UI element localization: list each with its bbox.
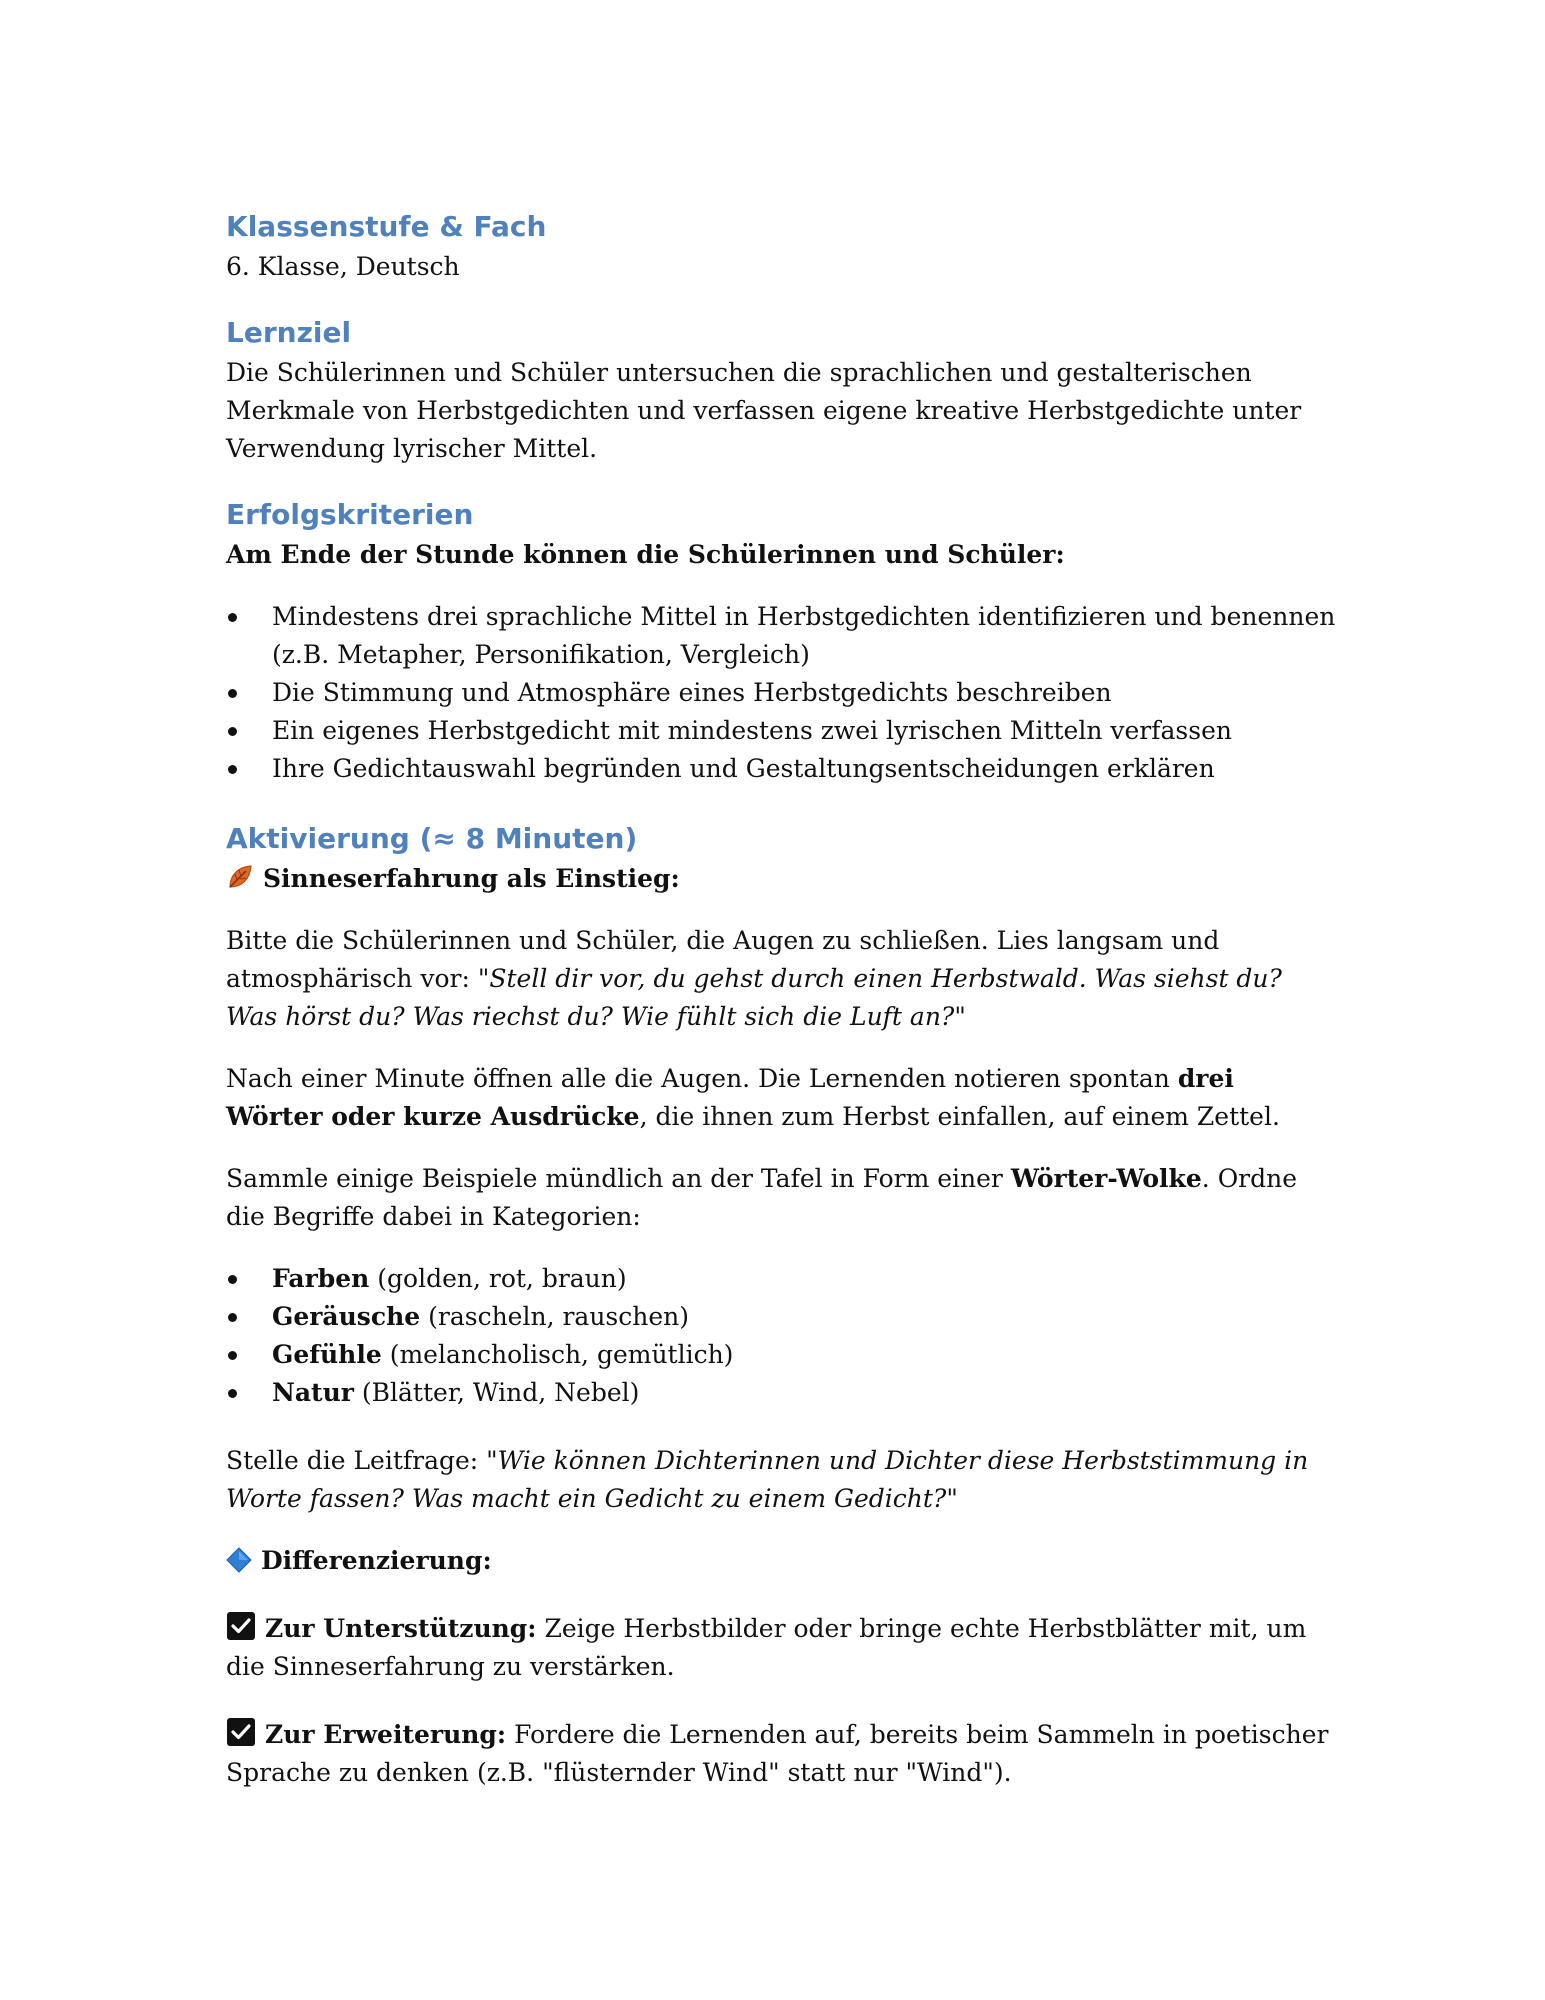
blue-diamond-icon xyxy=(226,1547,252,1573)
sub-heading-text: Sinneserfahrung als Einstieg: xyxy=(263,864,680,893)
erfolgskriterien-list xyxy=(226,598,1336,788)
section-aktivierung xyxy=(226,818,1336,1792)
word-cloud-text-a: Sammle einige Beispiele mündlich an der Tafel in Form einer xyxy=(226,1164,1011,1193)
heading-lernziel: Lernziel xyxy=(226,316,352,349)
list-item: Die Stimmung und Atmosphäre eines Herbstgedichts beschreiben xyxy=(226,674,1336,712)
check-box-icon xyxy=(226,1611,256,1641)
list-item xyxy=(226,1260,1336,1298)
section-lernziel xyxy=(226,312,1336,468)
heading-aktivierung: Aktivierung (≈ 8 Minuten) xyxy=(226,822,638,855)
category-term: Geräusche xyxy=(272,1302,421,1331)
heading-erfolgskriterien: Erfolgskriterien xyxy=(226,498,474,531)
support-text: Zeige Herbstbilder oder bringe echte Herbstblätter mit, um die Sinneserfahrung zu verstärken. xyxy=(226,1614,1307,1681)
list-item: Mindestens drei sprachliche Mittel in Herbstgedichten identifizieren und benennen (z.B. Metapher, Personifikation, Vergleich) xyxy=(226,598,1336,674)
differenzierung-text: Differenzierung: xyxy=(261,1546,492,1575)
category-term: Natur xyxy=(272,1378,354,1407)
word-cloud-bold: Wörter-Wolke xyxy=(1010,1164,1202,1193)
paragraph-word-cloud xyxy=(226,1160,1336,1236)
paragraph-extension xyxy=(226,1716,1336,1792)
list-item xyxy=(226,1298,1336,1336)
sub-heading-sinneserfahrung xyxy=(226,860,1336,898)
check-box-icon xyxy=(226,1717,256,1747)
category-examples: (golden, rot, braun) xyxy=(369,1264,627,1293)
category-term: Gefühle xyxy=(272,1340,382,1369)
paragraph-leitfrage xyxy=(226,1442,1336,1518)
category-term: Farben xyxy=(272,1264,370,1293)
section-erfolgskriterien xyxy=(226,494,1336,788)
extension-text: Fordere die Lernenden auf, bereits beim Sammeln in poetischer Sprache zu denken (z.B. "flüsternder Wind" statt nur "Wind"). xyxy=(226,1720,1329,1787)
section-klassenstufe xyxy=(226,206,1336,286)
notes-bold: drei Wörter oder kurze Ausdrücke xyxy=(226,1064,1234,1131)
heading-klassenstufe: Klassenstufe & Fach xyxy=(226,210,547,243)
klassenstufe-text: 6. Klasse, Deutsch xyxy=(226,252,460,281)
category-examples: (rascheln, rauschen) xyxy=(420,1302,689,1331)
paragraph-support xyxy=(226,1610,1336,1686)
instructions-text: Bitte die Schülerinnen und Schüler, die Augen zu schließen. Lies langsam und atmosphärisch vor: xyxy=(226,926,1220,993)
leitfrage-quote: "Wie können Dichterinnen und Dichter diese Herbststimmung in Worte fassen? Was macht ein Gedicht zu einem Gedicht?" xyxy=(226,1446,1309,1513)
paragraph-notes xyxy=(226,1060,1336,1136)
list-item: Ihre Gedichtauswahl begründen und Gestaltungsentscheidungen erklären xyxy=(226,750,1336,788)
support-label: Zur Unterstützung: xyxy=(265,1614,537,1643)
list-item: Ein eigenes Herbstgedicht mit mindestens zwei lyrischen Mitteln verfassen xyxy=(226,712,1336,750)
notes-text-a: Nach einer Minute öffnen alle die Augen. Die Lernenden notieren spontan xyxy=(226,1064,1178,1093)
document-content xyxy=(226,206,1336,1792)
notes-text-b: , die ihnen zum Herbst einfallen, auf einem Zettel. xyxy=(639,1102,1280,1131)
read-aloud-quote: "Stell dir vor, du gehst durch einen Herbstwald. Was siehst du? Was hörst du? Was riechst du? Wie fühlt sich die Luft an?" xyxy=(226,964,1282,1031)
fallen-leaf-icon xyxy=(226,863,254,891)
differenzierung-heading xyxy=(226,1542,1336,1580)
extension-label: Zur Erweiterung: xyxy=(265,1720,507,1749)
word-cloud-text-b: . Ordne die Begriffe dabei in Kategorien: xyxy=(226,1164,1298,1231)
categories-list xyxy=(226,1260,1336,1412)
list-item xyxy=(226,1336,1336,1374)
erfolgskriterien-lead: Am Ende der Stunde können die Schülerinnen und Schüler: xyxy=(226,540,1065,569)
leitfrage-text: Stelle die Leitfrage: xyxy=(226,1446,487,1475)
paragraph-instructions xyxy=(226,922,1336,1036)
category-examples: (melancholisch, gemütlich) xyxy=(381,1340,734,1369)
list-item xyxy=(226,1374,1336,1412)
lernziel-text: Die Schülerinnen und Schüler untersuchen die sprachlichen und gestalterischen Merkmale von Herbstgedichten und verfassen eigene kreative Herbstgedichte unter Verwendung lyrischer Mittel. xyxy=(226,358,1302,463)
category-examples: (Blätter, Wind, Nebel) xyxy=(353,1378,640,1407)
